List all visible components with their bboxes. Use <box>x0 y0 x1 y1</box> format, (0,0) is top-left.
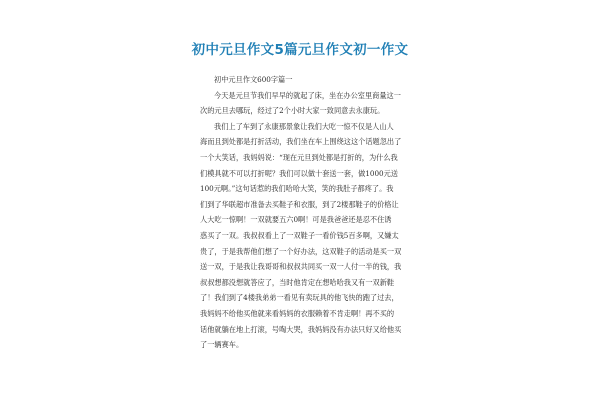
text-line: 贵了，于是我帮他们想了一个好办法，这双鞋子的活动是买一双 <box>200 246 402 256</box>
text-line: 了！我们到了4楼我弟弟一看见有卖玩具的他飞快的跑了过去， <box>200 293 399 303</box>
text-line: 送一双，于是我让我哥哥和叔叔共同买一双一人付一半的钱，我 <box>200 262 402 272</box>
paragraph-1 <box>200 88 400 119</box>
text-line: 海而且到处都是打折活动，我们坐在车上围绕这这个话题忽出了 <box>200 137 402 147</box>
section-heading: 初中元旦作文600字篇一 <box>214 75 293 84</box>
text-line: 今天是元旦节我们早早的就起了床，坐在办公室里商量这一 <box>214 90 401 100</box>
text-line: 们模具就不可以打折呢？我们可以做十套送一套，做1000元送 <box>200 168 398 178</box>
text-line: 们到了华联超市准备去买鞋子和衣服，到了2楼那鞋子的价格让 <box>200 199 399 209</box>
text-line: 惑买了一双。我叔叔看上了一双鞋子一看价钱5百多啊，又嫌太 <box>200 230 399 240</box>
text-line: 我们上了车到了永康那景象让我们大吃一惊不仅是人山人 <box>214 121 394 131</box>
article-body <box>200 72 400 353</box>
text-line: 一个大笑话，我妈妈说：“现在元旦到处都是打折的，为什么我 <box>200 152 398 162</box>
text-line: 人大吃一惊啊！一双就要五六0啊！可是我爸爸还是忍不住诱 <box>200 215 392 225</box>
page-title: 初中元旦作文5篇元旦作文初一作文 <box>191 42 409 58</box>
text-line: 叔叔想都没想就答应了，当时他肯定在想哈哈我又有一双新鞋 <box>200 277 395 287</box>
paragraph-2 <box>200 119 400 353</box>
text-line: 我妈妈不给他买他就来看妈妈的衣服赖着不肯走啊！再不买的 <box>200 308 395 318</box>
text-line: 了一辆赛车。 <box>200 340 244 350</box>
text-line: 话他就躺在地上打滚，号啕大哭，我妈妈没有办法只好又给他买 <box>200 324 402 334</box>
text-line: 100元啊。”这句话惹的我们哈哈大笑，笑的我肚子都疼了。我 <box>200 184 394 194</box>
text-line: 次的元旦去哪玩，经过了2个小时大家一致同意去永康玩。 <box>200 106 385 116</box>
